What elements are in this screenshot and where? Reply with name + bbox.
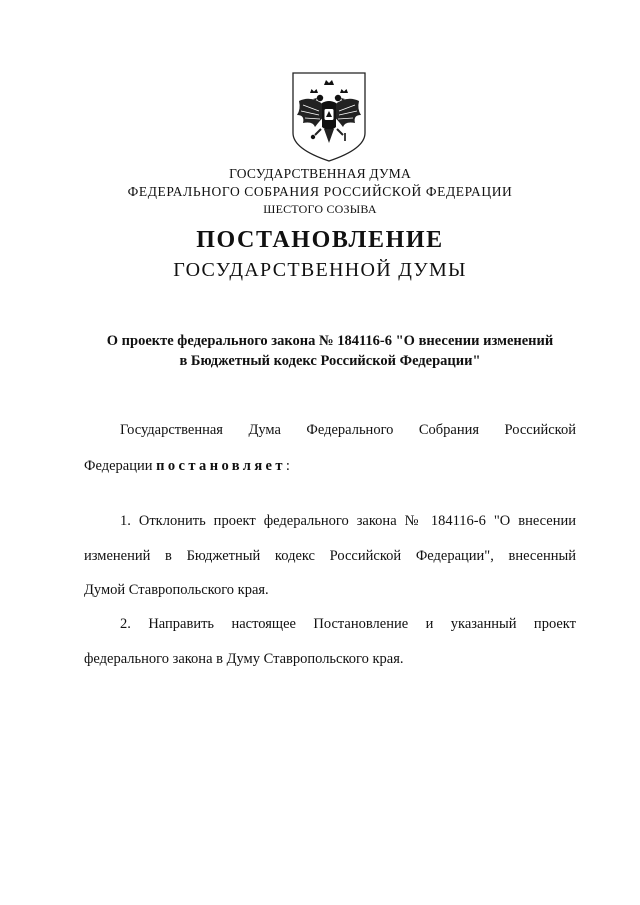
item1-line3: Думой Ставропольского края.	[84, 582, 269, 598]
preamble-federation-word: Федерации	[84, 458, 153, 474]
org-name-line1: ГОСУДАРСТВЕННАЯ ДУМА	[229, 166, 411, 181]
preamble-line2	[84, 458, 576, 475]
item1-line2: изменений в Бюджетный кодекс Российской Федерации", внесенный	[84, 548, 576, 564]
resolves-verb: постановляет	[156, 458, 286, 474]
convocation-line: ШЕСТОГО СОЗЫВА	[263, 202, 377, 216]
item2-line1: 2. Направить настоящее Постановление и указанный проект	[120, 616, 576, 632]
subject-line2: в Бюджетный кодекс Российской Федерации"	[179, 353, 481, 369]
preamble-line1: Государственная Дума Федерального Собрания Российской	[120, 422, 576, 438]
document-type-title: ПОСТАНОВЛЕНИЕ	[196, 227, 444, 253]
document-issuer-title: ГОСУДАРСТВЕННОЙ ДУМЫ	[173, 259, 467, 281]
item1-line1: 1. Отклонить проект федерального закона № 184116-6 "О внесении	[120, 513, 576, 529]
subject-line1: О проекте федерального закона № 184116-6 "О внесении изменений	[106, 333, 554, 349]
preamble-colon: :	[285, 458, 290, 474]
state-emblem-icon	[291, 71, 367, 163]
item2-line2: федерального закона в Думу Ставропольского края.	[84, 651, 404, 667]
org-name-line2: ФЕДЕРАЛЬНОГО СОБРАНИЯ РОССИЙСКОЙ ФЕДЕРАЦИИ	[127, 184, 513, 199]
